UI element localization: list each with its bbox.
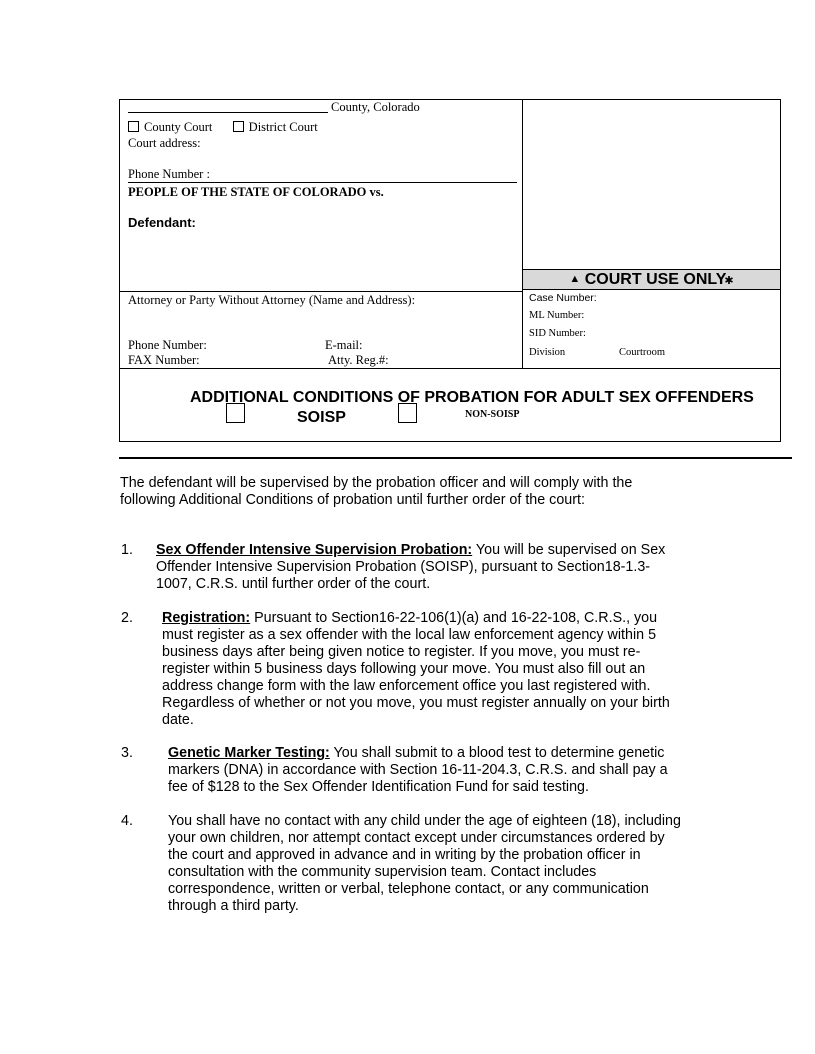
condition-number: 3. xyxy=(121,745,133,761)
condition-item xyxy=(168,813,681,915)
people-line: PEOPLE OF THE STATE OF COLORADO vs. xyxy=(128,185,384,199)
condition-text: your own children, nor attempt contact except under circumstances ordered by xyxy=(168,830,665,846)
condition-heading: Sex Offender Intensive Supervision Probation: xyxy=(156,542,473,558)
email-label: E-mail: xyxy=(325,338,363,352)
non-soisp-checkbox[interactable] xyxy=(398,403,417,423)
condition-text: Regardless of whether or not you move, you must register annually on your birth xyxy=(162,695,670,711)
courtroom-label: Courtroom xyxy=(619,347,666,358)
caption-rule-title xyxy=(119,368,781,369)
county-court-label: County Court xyxy=(144,120,213,134)
court-phone-label: Phone Number : xyxy=(128,167,210,181)
condition-text: date. xyxy=(162,712,194,728)
condition-text: must register as a sex offender with the local law enforcement agency within 5 xyxy=(162,627,657,643)
form-title: ADDITIONAL CONDITIONS OF PROBATION FOR ADULT SEX OFFENDERS xyxy=(190,389,754,406)
district-court-label: District Court xyxy=(248,120,318,134)
condition-text: Offender Intensive Supervision Probation (SOISP), pursuant to Section18-1.3- xyxy=(156,559,651,575)
division-label: Division xyxy=(529,347,566,358)
condition-heading: Registration: xyxy=(162,610,251,626)
condition-number: 2. xyxy=(121,610,133,626)
condition-text: through a third party. xyxy=(168,898,299,914)
caption-divider xyxy=(522,99,523,369)
attorney-label: Attorney or Party Without Attorney (Name and Address): xyxy=(128,293,416,307)
condition-text: business days after being given notice to register. If you move, you must re- xyxy=(162,644,641,660)
attorney-phone-label: Phone Number: xyxy=(128,338,207,352)
condition-text: markers (DNA) in accordance with Section 16-11-204.3, C.R.S. and shall pay a xyxy=(168,762,668,778)
county-court-checkbox[interactable] xyxy=(128,121,139,132)
section-separator xyxy=(119,457,792,459)
defendant-label: Defendant: xyxy=(128,215,196,230)
condition-text: address change form with the law enforcement office you last registered with. xyxy=(162,678,651,694)
condition-text: register within 5 business days following your move. You must also fill out an xyxy=(162,661,646,677)
condition-text: You shall have no contact with any child under the age of eighteen (18), including xyxy=(168,813,681,829)
soisp-label: SOISP xyxy=(297,409,346,426)
intro-line: The defendant will be supervised by the probation officer and will comply with the xyxy=(120,475,633,491)
intro-paragraph xyxy=(120,475,632,509)
condition-text: You shall submit to a blood test to determine genetic xyxy=(329,745,665,761)
condition-text: You will be supervised on Sex xyxy=(472,542,666,558)
intro-line: following Additional Conditions of probation until further order of the court: xyxy=(120,492,585,508)
condition-text: 1007, C.R.S. until further order of the court. xyxy=(156,576,431,592)
condition-number: 1. xyxy=(121,542,133,558)
condition-number: 4. xyxy=(121,813,133,829)
county-blank-line xyxy=(128,112,328,113)
atty-reg-label: Atty. Reg.#: xyxy=(328,353,389,367)
fax-label: FAX Number: xyxy=(128,353,200,367)
arrow-down-icon: ✱ xyxy=(724,275,734,287)
court-use-only-label: COURT USE ONLY xyxy=(584,271,727,288)
condition-item xyxy=(168,745,668,796)
condition-item xyxy=(162,610,670,729)
condition-text: fee of $128 to the Sex Offender Identification Fund for said testing. xyxy=(168,779,589,795)
case-number-label: Case Number: xyxy=(529,292,597,304)
condition-text: consultation with the community supervision team. Contact includes xyxy=(168,864,597,880)
court-type-row xyxy=(128,120,318,134)
soisp-checkbox[interactable] xyxy=(226,403,245,423)
phone-rule xyxy=(128,182,517,183)
condition-text: Pursuant to Section16-22-106(1)(a) and 16-22-108, C.R.S., you xyxy=(250,610,658,626)
arrow-up-icon: ▲ xyxy=(569,273,581,285)
district-court-checkbox[interactable] xyxy=(233,121,244,132)
condition-heading: Genetic Marker Testing: xyxy=(168,745,330,761)
condition-item xyxy=(156,542,665,593)
county-suffix: County, Colorado xyxy=(331,100,420,114)
court-use-only-band xyxy=(523,269,780,290)
condition-text: correspondence, written or verbal, telephone contact, or any communication xyxy=(168,881,649,897)
court-address-label: Court address: xyxy=(128,136,201,150)
non-soisp-label: NON-SOISP xyxy=(465,409,520,420)
ml-number-label: ML Number: xyxy=(529,310,585,321)
sid-number-label: SID Number: xyxy=(529,328,586,339)
condition-text: the court and approved in advance and in writing by the probation officer in xyxy=(168,847,641,863)
caption-rule-attorney xyxy=(119,291,523,292)
